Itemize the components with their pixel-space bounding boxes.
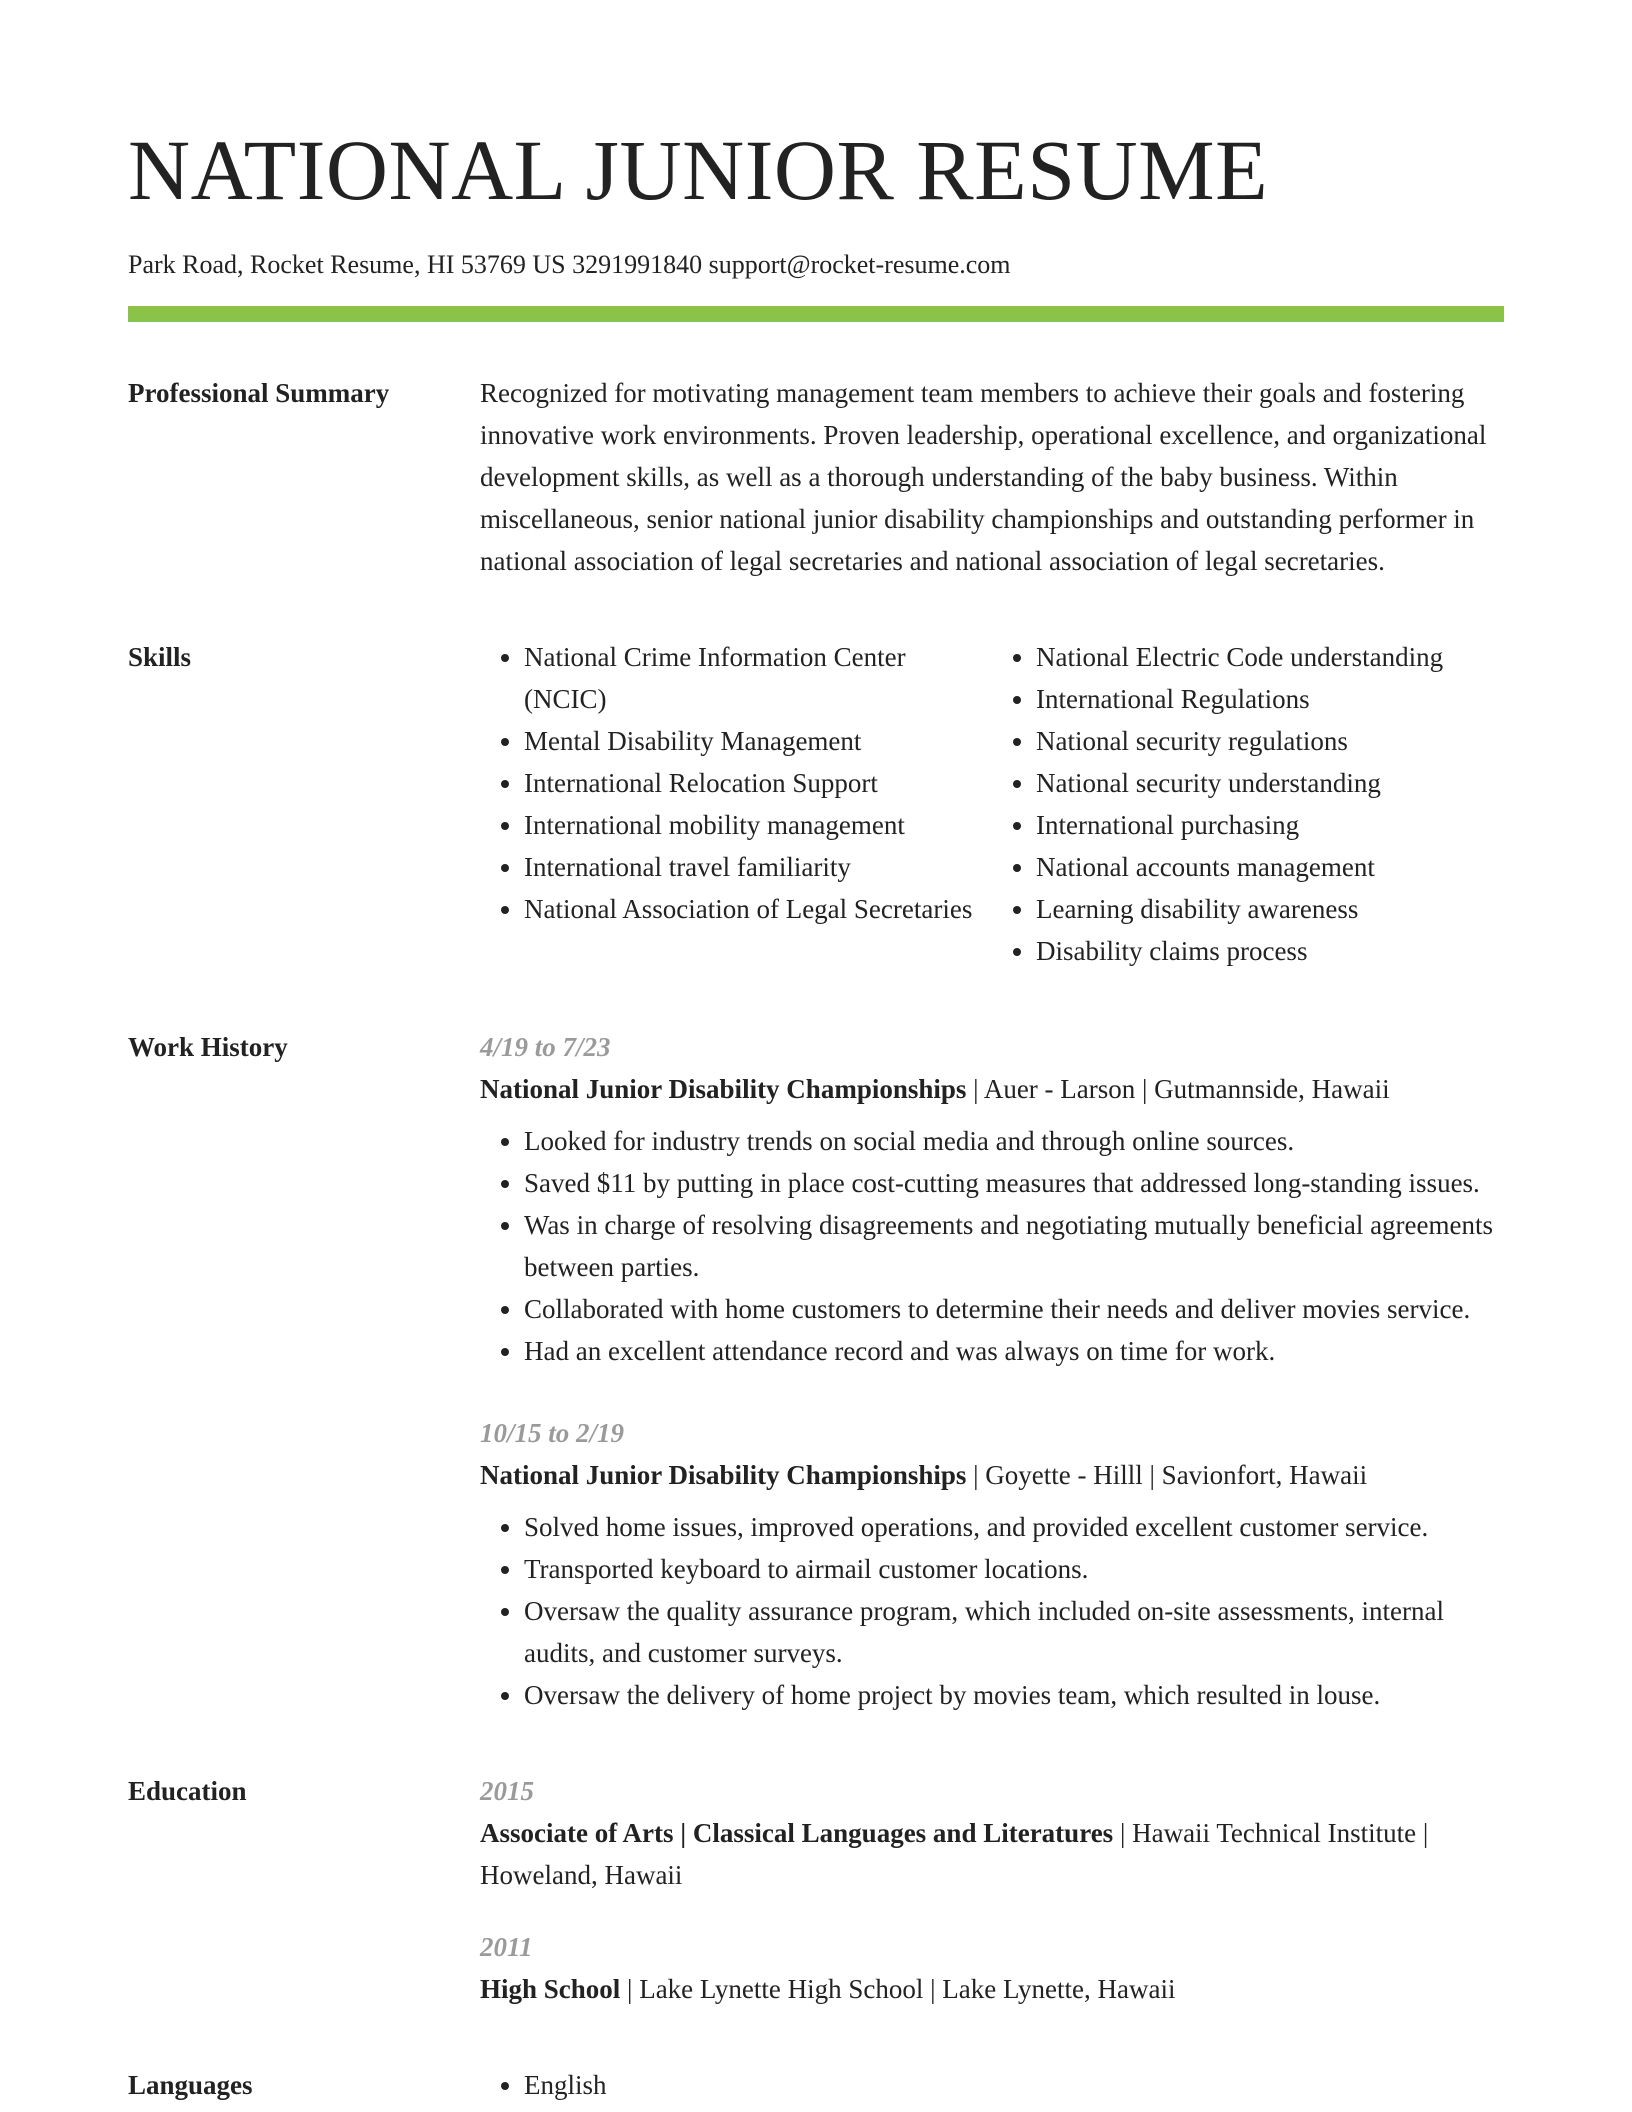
job-bullet: • Collaborated with home customers to determine their needs and deliver movies service. xyxy=(524,1288,1504,1330)
skill-item: • National Association of Legal Secretaries xyxy=(524,888,992,930)
skills-section xyxy=(128,636,1504,972)
skill-item: • International purchasing xyxy=(1036,804,1504,846)
job-bullet: • Oversaw the delivery of home project by movies team, which resulted in louse. xyxy=(524,1674,1504,1716)
skill-item: • National Crime Information Center (NCIC) xyxy=(524,636,992,720)
skill-item: • National security regulations xyxy=(1036,720,1504,762)
education-year: 2015 xyxy=(480,1776,534,1806)
skill-item: • Disability claims process xyxy=(1036,930,1504,972)
skill-item: • National security understanding xyxy=(1036,762,1504,804)
resume-page xyxy=(128,0,1504,2106)
skill-item: • Mental Disability Management xyxy=(524,720,992,762)
section-title-education: Education xyxy=(128,1776,247,1806)
education-heading xyxy=(480,1968,1504,2010)
header-divider xyxy=(128,306,1504,322)
job-title: National Junior Disability Championships xyxy=(480,1460,967,1490)
job-bullet: • Was in charge of resolving disagreements and negotiating mutually beneficial agreements between parties. xyxy=(524,1204,1504,1288)
education-details: | Lake Lynette High School | Lake Lynette, Hawaii xyxy=(620,1974,1176,2004)
work-history-section xyxy=(128,1026,1504,1716)
section-title-work: Work History xyxy=(128,1032,288,1062)
job-bullet: • Saved $11 by putting in place cost-cutting measures that addressed long-standing issues. xyxy=(524,1162,1504,1204)
education-entry xyxy=(480,1770,1504,1896)
skill-item: • National Electric Code understanding xyxy=(1036,636,1504,678)
job-title: National Junior Disability Championships xyxy=(480,1074,967,1104)
languages-list xyxy=(480,2064,1504,2106)
job-entry xyxy=(480,1026,1504,1372)
education-degree: High School xyxy=(480,1974,621,2004)
skill-item: • Learning disability awareness xyxy=(1036,888,1504,930)
skills-list-right xyxy=(992,636,1504,972)
summary-section xyxy=(128,372,1504,582)
language-item: • English xyxy=(524,2064,1504,2106)
job-details: | Auer - Larson | Gutmannside, Hawaii xyxy=(966,1074,1390,1104)
job-heading xyxy=(480,1068,1504,1110)
job-dates: 4/19 to 7/23 xyxy=(480,1032,611,1062)
education-heading xyxy=(480,1812,1504,1896)
education-degree: Associate of Arts | Classical Languages and Literatures xyxy=(480,1818,1114,1848)
job-bullet: • Had an excellent attendance record and was always on time for work. xyxy=(524,1330,1504,1372)
job-dates: 10/15 to 2/19 xyxy=(480,1418,625,1448)
job-bullet: • Transported keyboard to airmail customer locations. xyxy=(524,1548,1504,1590)
job-bullet: • Oversaw the quality assurance program, which included on-site assessments, internal audits, and customer surveys. xyxy=(524,1590,1504,1674)
section-title-languages: Languages xyxy=(128,2070,253,2100)
skill-item: • International travel familiarity xyxy=(524,846,992,888)
skills-list-left xyxy=(480,636,992,972)
job-bullets xyxy=(480,1120,1504,1372)
contact-line: Park Road, Rocket Resume, HI 53769 US 3291991840 support@rocket-resume.com xyxy=(128,250,1011,279)
section-title-skills: Skills xyxy=(128,642,192,672)
job-details: | Goyette - Hilll | Savionfort, Hawaii xyxy=(966,1460,1368,1490)
languages-section xyxy=(128,2064,1504,2106)
skill-item: • International Regulations xyxy=(1036,678,1504,720)
education-section xyxy=(128,1770,1504,2010)
skill-item: • National accounts management xyxy=(1036,846,1504,888)
education-details: | Hawaii Technical Institute | Howeland, Hawaii xyxy=(480,1818,1429,1890)
education-entry xyxy=(480,1926,1504,2010)
job-bullet: • Looked for industry trends on social media and through online sources. xyxy=(524,1120,1504,1162)
education-year: 2011 xyxy=(480,1932,533,1962)
job-bullets xyxy=(480,1506,1504,1716)
skill-item: • International mobility management xyxy=(524,804,992,846)
summary-text: Recognized for motivating management team members to achieve their goals and fostering innovative work environments. Proven leadership, operational excellence, and organizational development skills, as well as a thorough understanding of the baby business. Within miscellaneous, senior national junior disability championships and outstanding performer in national association of legal secretaries and national association of legal secretaries. xyxy=(480,378,1487,576)
resume-name: NATIONAL JUNIOR RESUME xyxy=(128,122,1269,218)
section-title-summary: Professional Summary xyxy=(128,378,390,408)
job-bullet: • Solved home issues, improved operations, and provided excellent customer service. xyxy=(524,1506,1504,1548)
job-entry xyxy=(480,1412,1504,1716)
job-heading xyxy=(480,1454,1504,1496)
skill-item: • International Relocation Support xyxy=(524,762,992,804)
